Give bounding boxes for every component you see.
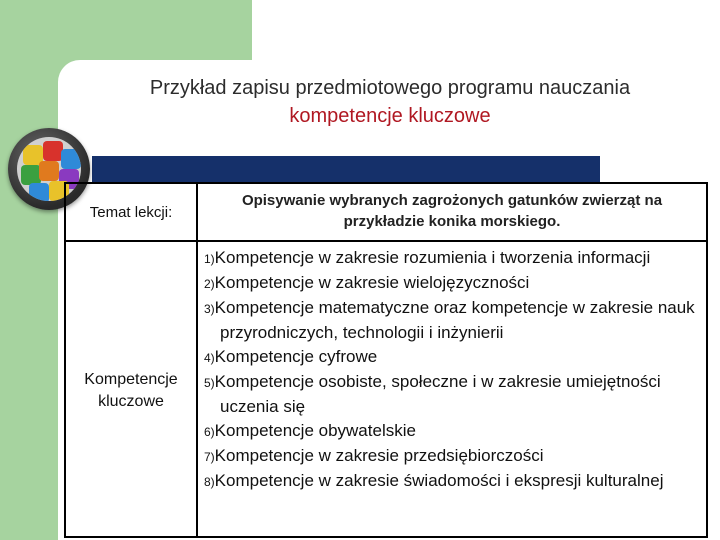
list-item: 2)Kompetencje w zakresie wielojęzyczności xyxy=(204,273,530,292)
lesson-table xyxy=(64,182,708,538)
list-item: 4)Kompetencje cyfrowe xyxy=(204,347,378,366)
list-item: 8)Kompetencje w zakresie świadomości i ekspresji kulturalnej xyxy=(204,471,664,490)
list-item: 1)Kompetencje w zakresie rozumienia i tworzenia informacji xyxy=(204,248,651,267)
competences-label: Kompetencje kluczowe xyxy=(84,371,178,410)
title-line-1: Przykład zapisu przedmiotowego programu nauczania xyxy=(149,77,631,99)
title-line-2: kompetencje kluczowe xyxy=(289,105,491,127)
column-divider xyxy=(196,184,198,536)
row-divider xyxy=(66,240,706,242)
list-item: 3)Kompetencje matematyczne oraz kompetencje w zakresie nauk przyrodniczych, technologii i inżynierii xyxy=(204,298,695,342)
list-item: 6)Kompetencje obywatelskie xyxy=(204,421,416,440)
list-item: 5)Kompetencje osobiste, społeczne i w zakresie umiejętności uczenia się xyxy=(204,372,661,416)
header-bar xyxy=(92,156,600,182)
topic-value: Opisywanie wybranych zagrożonych gatunków zwierząt na przykładzie konika morskiego. xyxy=(241,192,663,230)
competences-list xyxy=(204,246,704,494)
topic-label: Temat lekcji: xyxy=(89,203,173,221)
slide-title xyxy=(62,74,718,130)
list-item: 7)Kompetencje w zakresie przedsiębiorczości xyxy=(204,446,544,465)
